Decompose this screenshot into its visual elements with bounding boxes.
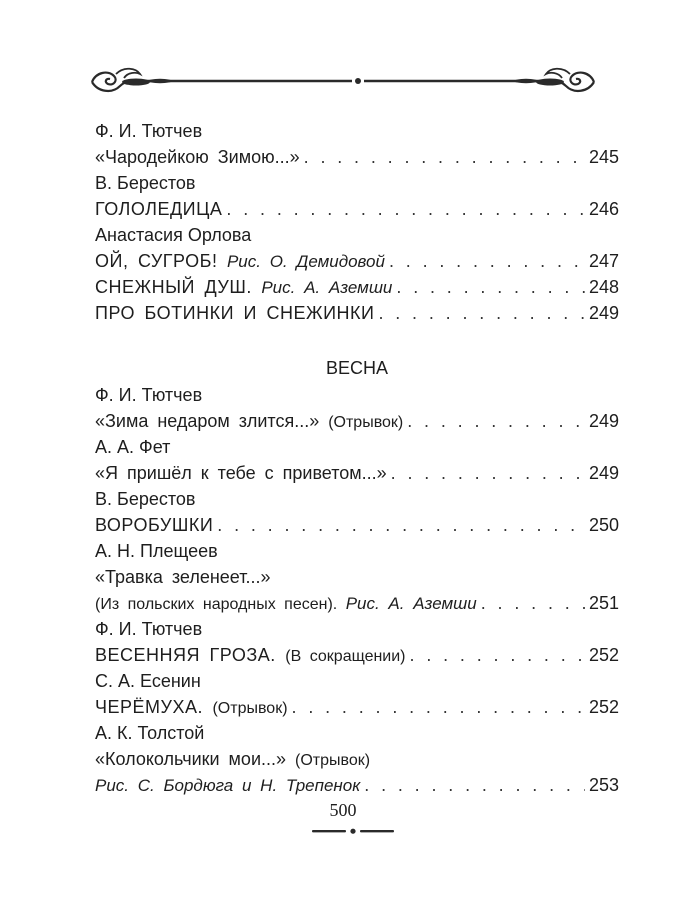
toc-entry: [95, 590, 619, 616]
toc-entry: [95, 300, 619, 326]
dot-leader: [389, 248, 585, 274]
toc-entry: [95, 512, 619, 538]
illustrator-credit: Рис. А. Аземши: [345, 594, 477, 613]
dot-leader: [226, 196, 585, 222]
page-ref: 252: [588, 645, 619, 665]
toc-entry: [95, 144, 619, 170]
entry-title: [95, 694, 288, 722]
entry-note: (Отрывок): [328, 414, 404, 431]
entry-title: [95, 274, 392, 301]
author-name: А. К. Толстой: [95, 723, 205, 743]
page-ref: 249: [588, 463, 619, 483]
toc-entry: [95, 408, 619, 434]
entry-title-part: ПРО БОТИНКИ И СНЕЖИНКИ: [95, 303, 375, 323]
page-ref: 253: [588, 775, 619, 795]
toc-entry: [95, 248, 619, 274]
toc-entry: [95, 196, 619, 222]
entry-title: [95, 512, 213, 538]
dot-leader: [410, 642, 585, 668]
entry-title: [95, 196, 222, 222]
page-number: 500: [329, 800, 357, 820]
page-ref: 251: [588, 593, 619, 613]
page-ref: 249: [588, 411, 619, 431]
entry-note: (Отрывок): [212, 700, 288, 717]
small-ornament-icon: [310, 825, 396, 837]
table-of-contents: [95, 118, 619, 798]
dot-leader: [407, 408, 585, 434]
entry-title-part: «Колокольчики мои...»: [95, 749, 296, 769]
entry-title: [95, 144, 300, 170]
dot-leader: [364, 772, 585, 798]
toc-entry: [95, 460, 619, 486]
page-ref: 249: [588, 303, 619, 323]
entry-title-part: ЧЕРЁМУХА.: [95, 697, 213, 717]
entry-title: [95, 248, 385, 275]
entry-title: [95, 772, 360, 799]
entry-title-part: ГОЛОЛЕДИЦА: [95, 199, 223, 219]
illustrator-credit: Рис. А. Аземши: [261, 278, 393, 297]
entry-title: [95, 564, 270, 590]
page-ref: 252: [588, 697, 619, 717]
page-ref: 248: [588, 277, 619, 297]
entry-title-part: ВЕСЕННЯЯ ГРОЗА.: [95, 645, 286, 665]
page-ref: 246: [588, 199, 619, 219]
section-heading: ВЕСНА: [325, 358, 388, 378]
entry-note: (Отрывок): [295, 752, 371, 769]
author-name: С. А. Есенин: [95, 671, 201, 691]
entry-title-part: «Зима недаром злится...»: [95, 411, 329, 431]
author-name: Ф. И. Тютчев: [95, 121, 203, 141]
page-ref: 247: [588, 251, 619, 271]
dot-leader: [391, 460, 585, 486]
entry-title-part: ОЙ, СУГРОБ!: [95, 251, 227, 271]
author-name: А. Н. Плещеев: [95, 541, 218, 561]
illustrator-credit: Рис. О. Демидовой: [226, 252, 385, 271]
author-name: В. Берестов: [95, 173, 196, 193]
toc-subtitle: [95, 746, 619, 772]
toc-subtitle: [95, 564, 619, 590]
entry-title-part: «Чародейкою Зимою...»: [95, 147, 300, 167]
author-name: В. Берестов: [95, 489, 196, 509]
toc-entry: [95, 772, 619, 798]
entry-title-part: СНЕЖНЫЙ ДУШ.: [95, 277, 262, 297]
entry-title: [95, 460, 387, 486]
entry-note: (Из польских народных песен).: [95, 596, 346, 613]
dot-leader: [304, 144, 585, 170]
entry-title: [95, 746, 370, 774]
author-name: Анастасия Орлова: [95, 225, 252, 245]
toc-entry: [95, 694, 619, 720]
dot-leader: [396, 274, 585, 300]
toc-entry: [95, 274, 619, 300]
dot-leader: [481, 590, 585, 616]
dot-leader: [292, 694, 585, 720]
dot-leader: [378, 300, 585, 326]
page-ref: 245: [588, 147, 619, 167]
spacer: [95, 326, 619, 354]
entry-title: [95, 300, 374, 326]
entry-note: (В сокращении): [285, 648, 406, 665]
entry-title-part: «Травка зеленеет...»: [95, 567, 271, 587]
author-name: А. А. Фет: [95, 437, 171, 457]
entry-title-part: ВОРОБУШКИ: [95, 515, 214, 535]
ornamental-divider-icon: [90, 62, 596, 100]
author-name: Ф. И. Тютчев: [95, 619, 203, 639]
entry-title: [95, 590, 477, 618]
toc-entry: [95, 642, 619, 668]
entry-title-part: «Я пришёл к тебе с приветом...»: [95, 463, 387, 483]
dot-leader: [217, 512, 585, 538]
entry-title: [95, 642, 406, 670]
entry-title: [95, 408, 403, 436]
author-name: Ф. И. Тютчев: [95, 385, 203, 405]
page-ref: 250: [588, 515, 619, 535]
illustrator-credit: Рис. С. Бордюга и Н. Трепенок: [95, 776, 361, 795]
